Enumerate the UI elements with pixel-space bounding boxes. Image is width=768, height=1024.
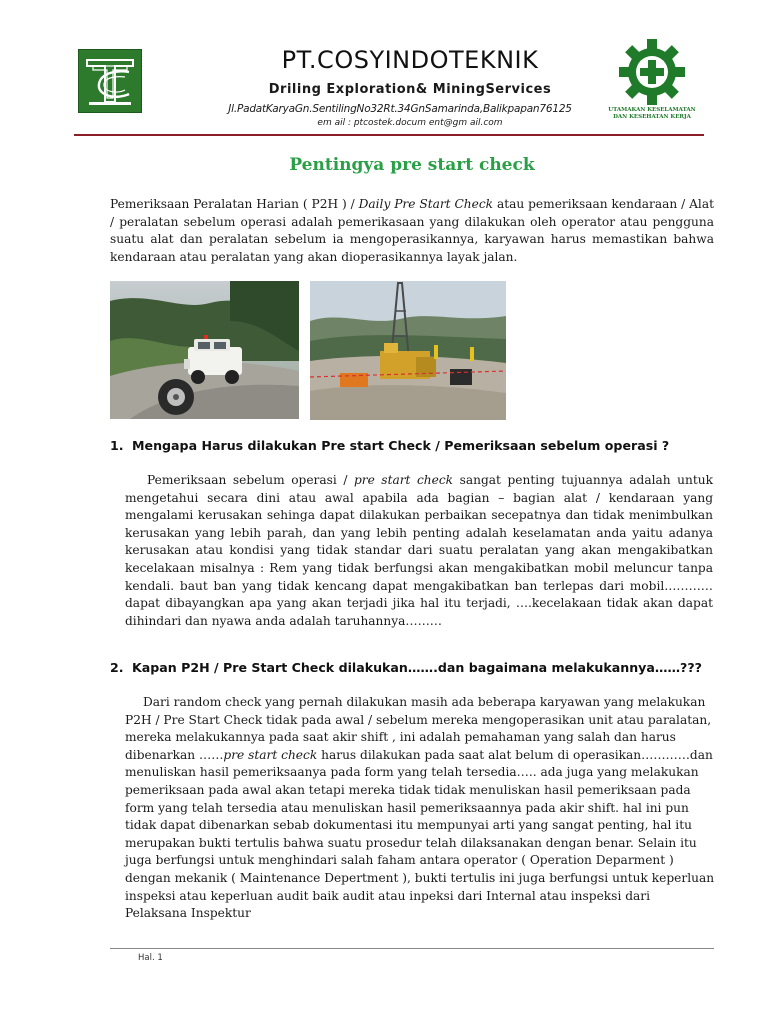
section-2-heading	[110, 660, 730, 675]
section-1-paragraph	[125, 472, 713, 630]
document-title: Pentingya pre start check	[289, 155, 535, 175]
section-1-text-c: sangat penting tujuannya adalah untuk mengetahui secara dini atau awal apabila ada bagian – bagian alat / kendaraan yang mengalami kerusakan sehinga dapat dilakukan perbaikan secepatnya dan tidak menimbulkan kerusakan yang lebih parah, dan yang lebih penting adalah keselamatan anda yaitu adanya kerusakan atau kondisi yang tidak standar dari suatu peralatan yang akan mengakibatkan kecelakaan misalnya : Rem yang tidak berfungsi akan mengakibatkan mobil meluncur tanpa kendali. baut ban yang tidak kencang dapat mengakibatkan ban terlepas dari mobil…………dapat dibayangkan apa yang akan terjadi jika hal itu terjadi, ….kecelakaan tidak akan dapat dihindari dan nyawa anda adalah taruhannya………	[125, 473, 713, 628]
company-subtitle: Driling Exploration& MiningServices	[268, 82, 552, 97]
intro-text-italic: Daily Pre Start Check	[358, 197, 494, 211]
intro-text-c: atau pemeriksaan kendaraan / Alat / peralatan sebelum operasi adalah pemerikasaan yang dilakukan oleh operator atau pengguna suatu alat dan peralatan sebelum ia mengoperasikannya, karyawan harus memastikan bahwa kendaraan atau peralatan yang akan dioperasikannya layak jalan.	[110, 197, 714, 264]
section-2-text-a: Dari random check yang pernah dilakukan masih ada beberapa karyawan yang melakukan P2H / Pre Start Check tidak pada awal / sebelum mereka mengoperasikan unit atau paralatan, mereka melakukannya pada saat akir shift , ini adalah pemahaman yang salah dan harus dibenarkan ……	[125, 695, 712, 762]
section-2-number: 2.	[110, 660, 124, 675]
company-address: Jl.PadatKaryaGn.SentilingNo32Rt.34GnSamarinda,Balikpapan76125	[228, 103, 572, 115]
intro-paragraph	[110, 196, 714, 266]
section-2-heading-text: Kapan P2H / Pre Start Check dilakukan…….dan bagaimana melakukannya……???	[132, 660, 702, 675]
company-logo	[78, 49, 142, 113]
section-2-paragraph	[125, 694, 715, 923]
k3-slogan	[604, 107, 700, 121]
section-2-text-italic: pre start check	[223, 747, 318, 762]
page-number: Hal. 1	[138, 953, 163, 963]
company-name: PT.COSYINDOTEKNIK	[281, 46, 539, 74]
section-1-heading-text: Mengapa Harus dilakukan Pre start Check / Pemeriksaan sebelum operasi ?	[132, 438, 670, 453]
header-divider	[74, 134, 704, 136]
section-1-heading	[110, 438, 730, 453]
vehicle-photo	[110, 281, 299, 419]
footer-divider	[110, 948, 714, 949]
section-2-text-c: harus dilakukan pada saat alat belum di operasikan…………dan menuliskan hasil pemeriksaanya pada form yang telah tersedia….. ada juga yang melakukan pemeriksaan pada awal akan tetapi mereka tidak tidak menuliskan hasil pemeriksaan pada form yang telah tersedia atau menuliskan hasil pemeriksaannya pada akir shift. hal ini pun tidak dapat dibenarkan sebab dokumentasi itu mempunyai arti yang sangat penting, hal itu merupakan bukti tertulis bahwa suatu prosedur telah dilaksanakan dengan benar. Selain itu juga berfungsi untuk menghindari salah faham antara operator ( Operation Deparment ) dengan mekanik ( Maintenance Depertment ), bukti tertulis ini juga berfungsi untuk keperluan inspeksi atau keperluan audit baik audit atau inpeksi dari Internal atau inspeksi dari Pelaksana Inspektur	[125, 747, 715, 921]
section-1-number: 1.	[110, 438, 124, 453]
drilling-rig-photo	[310, 281, 506, 420]
k3-slogan-line-1: UTAMAKAN KESELAMATAN	[608, 107, 696, 113]
section-1-text-a: Pemeriksaan sebelum operasi /	[147, 473, 354, 487]
k3-slogan-line-2: DAN KESEHATAN KERJA	[613, 114, 691, 120]
intro-text-a: Pemeriksaan Peralatan Harian ( P2H ) /	[110, 197, 359, 211]
company-email: em ail : ptcostek.docum ent@gm ail.com	[317, 118, 503, 128]
section-1-text-italic: pre start check	[353, 473, 454, 487]
